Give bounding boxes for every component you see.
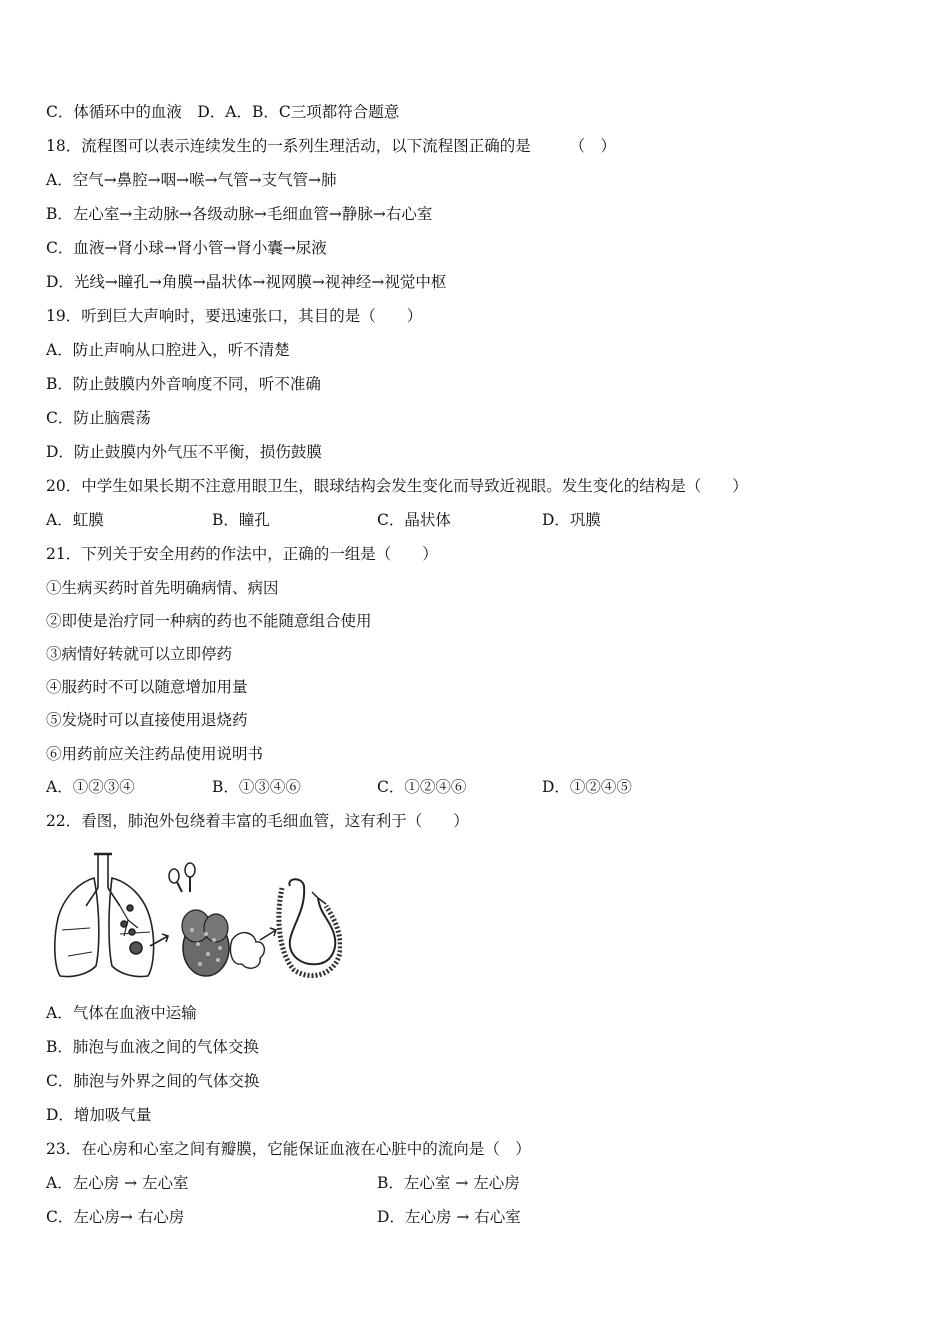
lungs-drawing — [55, 854, 168, 977]
option-23b: B．左心室 → 左心房 — [377, 1174, 520, 1192]
option-22c: C．肺泡与外界之间的气体交换 — [46, 1072, 260, 1090]
option-23a: A．左心房 → 左心室 — [46, 1174, 189, 1192]
question-18: 18．流程图可以表示连续发生的一系列生理活动，以下流程图正确的是 （ ） — [46, 137, 616, 155]
alveolus-capillary-drawing — [279, 879, 340, 975]
option-21c: C．①②④⑥ — [377, 778, 467, 796]
option-20d: D．巩膜 — [542, 511, 601, 529]
statement-6: ⑥用药前应关注药品使用说明书 — [46, 745, 264, 763]
option-19a: A．防止声响从口腔进入，听不清楚 — [46, 341, 290, 359]
option-22b: B．肺泡与血液之间的气体交换 — [46, 1038, 259, 1056]
bronchiole-drawing — [169, 863, 276, 976]
option-20b: B．瞳孔 — [212, 511, 270, 529]
option-21b: B．①③④⑥ — [212, 778, 301, 796]
option-18d: D．光线→瞳孔→角膜→晶状体→视网膜→视神经→视觉中枢 — [46, 273, 447, 291]
statement-5: ⑤发烧时可以直接使用退烧药 — [46, 711, 248, 729]
option-23d: D．左心房 → 右心室 — [377, 1208, 521, 1226]
option-18b: B．左心室→主动脉→各级动脉→毛细血管→静脉→右心室 — [46, 205, 433, 223]
option-20a: A．虹膜 — [46, 511, 104, 529]
option-19b: B．防止鼓膜内外音响度不同，听不准确 — [46, 375, 321, 393]
option-19c: C．防止脑震荡 — [46, 409, 151, 427]
question-19: 19．听到巨大声响时，要迅速张口，其目的是（ ） — [46, 307, 423, 325]
option-18a: A．空气→鼻腔→咽→喉→气管→支气管→肺 — [46, 171, 337, 189]
option-20c: C．晶状体 — [377, 511, 451, 529]
option-22a: A．气体在血液中运输 — [46, 1004, 197, 1022]
option-21a: A．①②③④ — [46, 778, 135, 796]
option-22d: D．增加吸气量 — [46, 1106, 152, 1124]
lung-alveoli-figure — [50, 848, 342, 983]
option-17c: C．体循环中的血液 D．A．B．C三项都符合题意 — [46, 103, 400, 121]
option-19d: D．防止鼓膜内外气压不平衡，损伤鼓膜 — [46, 443, 322, 461]
question-20: 20．中学生如果长期不注意用眼卫生，眼球结构会发生变化而导致近视眼。发生变化的结构是（ ） — [46, 477, 748, 495]
question-21: 21．下列关于安全用药的作法中，正确的一组是（ ） — [46, 545, 438, 563]
statement-2: ②即使是治疗同一种病的药也不能随意组合使用 — [46, 612, 372, 630]
statement-1: ①生病买药时首先明确病情、病因 — [46, 579, 279, 597]
question-22: 22．看图，肺泡外包绕着丰富的毛细血管，这有利于（ ） — [46, 812, 469, 830]
statement-4: ④服药时不可以随意增加用量 — [46, 678, 248, 696]
option-21d: D．①②④⑤ — [542, 778, 632, 796]
option-23c: C．左心房→ 右心房 — [46, 1208, 185, 1226]
statement-3: ③病情好转就可以立即停药 — [46, 645, 233, 663]
option-18c: C．血液→肾小球→肾小管→肾小囊→尿液 — [46, 239, 327, 257]
question-23: 23．在心房和心室之间有瓣膜，它能保证血液在心脏中的流向是（ ） — [46, 1140, 531, 1158]
